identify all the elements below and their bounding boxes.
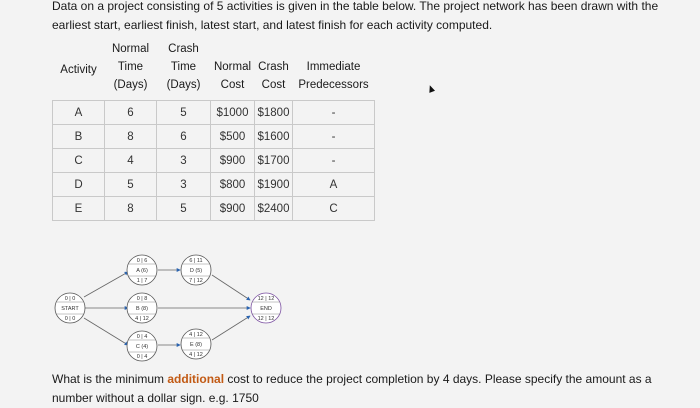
edge-e-end [212,316,250,340]
node-c [127,331,157,361]
predecessors-cell: C [293,197,375,221]
header-activity: Activity [60,64,97,76]
activity-cell: A [53,101,105,125]
activity-cell: C [53,149,105,173]
normal-cost-cell: $900 [211,149,255,173]
header-normal-time-2: Time [117,61,144,73]
node-a-mid: A (6) [136,268,148,274]
node-e-top: 4 | 12 [189,332,203,338]
predecessors-cell: - [293,125,375,149]
activity-cell: D [53,173,105,197]
crash-cost-cell: $1600 [255,125,293,149]
node-b [127,293,157,323]
header-normal-time-1: Normal [111,43,150,55]
node-b-top: 0 | 8 [136,296,148,302]
node-e [181,329,211,359]
node-a-top: 0 | 6 [136,258,148,264]
header-crash-time-3: (Days) [166,79,201,91]
question-text [52,370,672,408]
crash-time-cell: 5 [157,197,211,221]
normal-time-cell: 4 [105,149,157,173]
question-highlight: additional [167,372,225,386]
node-start-top: 0 | 0 [64,296,76,302]
header-crash-cost-2: Cost [261,79,286,91]
normal-time-cell: 8 [105,125,157,149]
node-b-mid: B (8) [136,306,148,312]
header-predecessors-1: Immediate [306,61,361,73]
normal-time-cell: 5 [105,173,157,197]
normal-cost-cell: $1000 [211,101,255,125]
node-a-bot: 1 | 7 [136,278,148,284]
normal-cost-cell: $900 [211,197,255,221]
crash-time-cell: 3 [157,149,211,173]
node-start-bot: 0 | 0 [64,316,76,322]
normal-cost-cell: $800 [211,173,255,197]
header-crash-cost-1: Crash [258,61,289,73]
crash-cost-cell: $1800 [255,101,293,125]
question-after: cost to reduce the project completion by 4 days. Please specify the amount as a number without a dollar sign. e.g. 1750 [52,372,652,405]
node-d-mid: D (5) [189,268,203,274]
node-c-bot: 0 | 4 [136,354,148,360]
node-start-mid: START [61,306,79,312]
predecessors-cell: - [293,101,375,125]
crash-cost-cell: $1700 [255,149,293,173]
predecessors-cell: - [293,149,375,173]
node-d-bot: 7 | 12 [189,278,203,284]
node-c-top: 0 | 4 [136,334,148,340]
node-d-top: 6 | 11 [189,258,203,264]
node-b-bot: 4 | 12 [135,316,149,322]
activity-cell: B [53,125,105,149]
node-end-top: 12 | 12 [257,296,275,302]
node-c-mid: C (4) [135,344,149,350]
edge-start-c [84,318,128,345]
header-crash-time-1: Crash [168,43,199,55]
normal-cost-cell: $500 [211,125,255,149]
crash-time-cell: 6 [157,125,211,149]
node-e-mid: E (8) [190,342,202,348]
normal-time-cell: 6 [105,101,157,125]
question-before: What is the minimum [52,372,168,386]
edge-start-a [84,272,128,297]
normal-time-cell: 8 [105,197,157,221]
activity-cell: E [53,197,105,221]
node-end-mid: END [260,306,272,312]
node-a [127,255,157,285]
crash-time-cell: 3 [157,173,211,197]
header-normal-cost-2: Cost [220,79,245,91]
header-predecessors-2: Predecessors [298,79,369,91]
node-start [55,293,85,323]
header-normal-cost-1: Normal [213,61,252,73]
crash-time-cell: 5 [157,101,211,125]
predecessors-cell: A [293,173,375,197]
crash-cost-cell: $1900 [255,173,293,197]
node-e-bot: 4 | 12 [189,352,203,358]
crash-cost-cell: $2400 [255,197,293,221]
node-end [251,293,281,323]
node-d [181,255,211,285]
header-crash-time-2: Time [170,61,197,73]
edge-d-end [212,275,250,300]
intro-paragraph: Data on a project consisting of 5 activities is given in the table below. The project network has been drawn with the earliest start, earliest finish, latest start, and latest finish for each activity computed. [52,0,659,32]
node-end-bot: 12 | 12 [257,316,275,322]
header-normal-time-3: (Days) [113,79,148,91]
